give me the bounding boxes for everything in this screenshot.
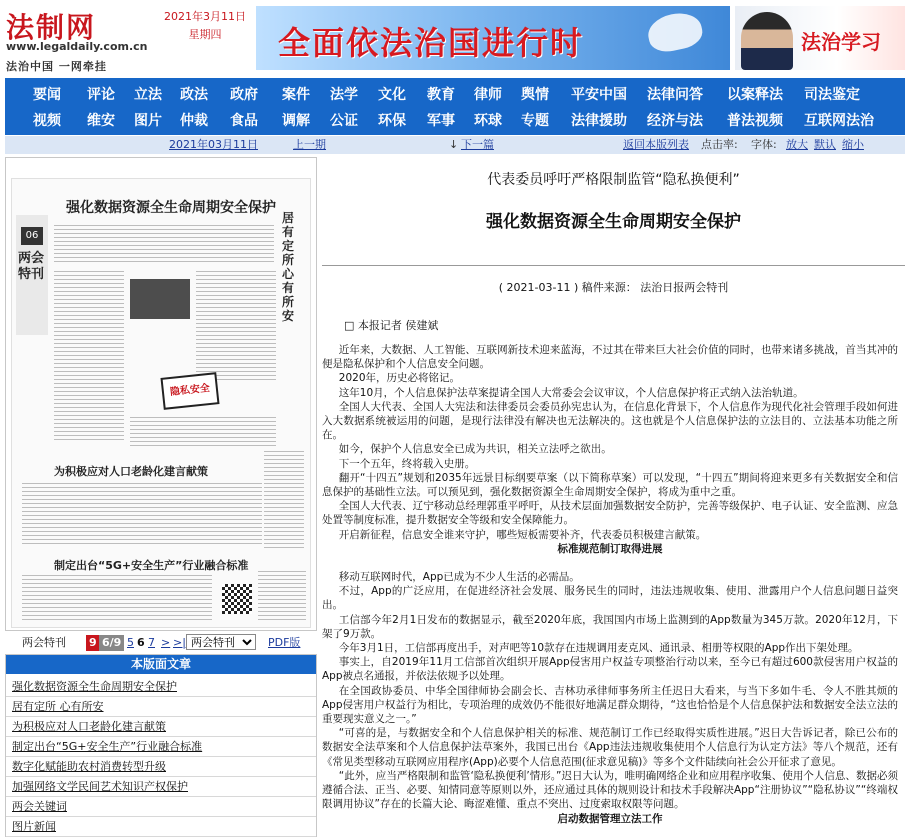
article-body (322, 343, 898, 826)
nav-item[interactable]: 军事 (427, 113, 455, 129)
main-banner-text: 全面依法治国进行时 (278, 24, 585, 62)
nav-row-2 (5, 108, 905, 134)
pager-next[interactable]: > (161, 636, 171, 649)
thumb-headline: 强化数据资源全生命周期安全保护 (66, 200, 276, 216)
article (322, 157, 905, 837)
section-select[interactable] (186, 634, 256, 650)
page-pager (5, 635, 317, 651)
nav-item[interactable]: 案件 (282, 87, 310, 103)
thumb-section-name: 两会特刊 (18, 251, 45, 282)
title-divider (322, 265, 905, 266)
pager-last[interactable]: >| (173, 636, 186, 649)
thumb-story-2: 为积极应对人口老龄化建言献策 (54, 465, 208, 478)
nav-item[interactable]: 政法 (180, 87, 208, 103)
article-paragraph: 不过，App的广泛应用，在促进经济社会发展、服务民生的同时，违法违规收集、使用、泄露用户个人信息问题日益突出。 (322, 585, 898, 612)
main-banner[interactable] (256, 6, 730, 70)
article-subtitle: 代表委员呼吁严格限制监管“隐私换便利” (487, 172, 740, 188)
article-meta: ( 2021-03-11 ) 稿件来源： 法治日报两会特刊 (498, 281, 729, 294)
article-list-item[interactable]: 强化数据资源全生命周期安全保护 (12, 680, 177, 693)
nav-item[interactable]: 仲裁 (180, 113, 208, 129)
article-list-item[interactable]: 两会关键词 (12, 800, 67, 813)
article-paragraph: 翻开“十四五”规划和2035年远景目标纲要草案（以下简称草案）可以发现，“十四五”期间将迎来更多有关数据安全和信息保护的基础性立法。可以预见到，强化数据资源全生命周期安全保护，将成为重中之重。 (322, 471, 898, 499)
back-to-list-link[interactable]: 返回本版列表 (623, 138, 689, 151)
article-list-item[interactable]: 加强网络文学民间艺术知识产权保护 (12, 780, 188, 793)
thumb-side-title: 居有定所 心有所安 (282, 211, 295, 323)
thumb-text-block (196, 271, 276, 381)
logo-url: www.legaldaily.com.cn (6, 40, 148, 53)
side-banner[interactable] (735, 6, 905, 70)
nav-item[interactable]: 环保 (378, 113, 406, 129)
thumb-text-block (22, 575, 212, 623)
issue-weekday: 星期四 (188, 28, 222, 41)
article-list-item[interactable]: 数字化赋能助农村消费转型升级 (12, 760, 166, 773)
article-list-item[interactable]: 制定出台“5G+安全生产”行业融合标准 (12, 740, 203, 753)
thumb-text-block (22, 483, 262, 547)
nav-item[interactable]: 评论 (87, 87, 115, 103)
article-list-item[interactable]: 居有定所 心有所安 (12, 700, 104, 713)
site-logo[interactable] (6, 6, 156, 72)
article-list-item[interactable]: 为积极应对人口老龄化建言献策 (12, 720, 166, 733)
nav-item[interactable]: 律师 (474, 87, 502, 103)
nav-item[interactable]: 法律援助 (571, 113, 627, 129)
thumb-text-block (264, 451, 304, 551)
issue-date-link[interactable]: 2021年03月11日 (169, 138, 258, 151)
pager-current-badge: 9 (86, 635, 100, 651)
nav-item[interactable]: 食品 (230, 113, 258, 129)
article-paragraph: 开启新征程，信息安全谁来守护，哪些短板需要补齐，代表委员积极建言献策。 (338, 528, 707, 541)
issue-date (160, 8, 250, 44)
dove-icon (645, 9, 705, 55)
issue-date-text: 2021年3月11日 (164, 10, 246, 23)
nav-item[interactable]: 法律问答 (647, 87, 703, 103)
nav-item[interactable]: 调解 (282, 113, 310, 129)
nav-item[interactable]: 公证 (330, 113, 358, 129)
pager-page-count: 6/9 (99, 635, 124, 651)
article-paragraph: 下一个五年，终将载入史册。 (338, 457, 476, 470)
nav-item[interactable]: 教育 (427, 87, 455, 103)
article-paragraph: 全国人大代表、全国人大宪法和法律委员会委员孙宪忠认为，在信息化背景下，个人信息作为现代化社会管理手段如何进入大数据系统被运用的问题，是现行法律没有解决也无法解决的。这也就是个人信息保护法的立法目的、立法基本功能之所在。 (322, 400, 898, 442)
nav-item[interactable]: 专题 (521, 113, 549, 129)
site-header (0, 0, 910, 76)
portrait-image (741, 12, 793, 70)
thumb-text-block (130, 417, 276, 447)
prev-issue-link[interactable]: 上一期 (293, 138, 326, 151)
font-size-label: 字体: (751, 138, 777, 151)
article-paragraph: 事实上，自2019年11月工信部首次组织开展App侵害用户权益专项整治行动以来，至今已有超过600款侵害用户权益的App被点名通报，并依法依规予以处理。 (322, 656, 898, 683)
nav-item[interactable]: 立法 (134, 87, 162, 103)
pdf-link[interactable]: PDF版 (268, 636, 301, 649)
article-paragraph: 如今，保护个人信息安全已成为共识，相关立法呼之欲出。 (338, 443, 612, 456)
article-paragraph: 2020年，历史必将铭记。 (338, 372, 461, 385)
logo-slogan: 法治中国 一网牵挂 (6, 60, 107, 73)
main-nav (5, 78, 905, 135)
article-list-title: 本版面文章 (6, 655, 316, 674)
nav-item[interactable]: 司法鉴定 (804, 87, 860, 103)
article-paragraph: 工信部今年2月1日发布的数据显示，截至2020年底，我国国内市场上监测到的App数量为345万款。2020年12月，下架了9万款。 (322, 613, 898, 640)
nav-item[interactable]: 法学 (330, 87, 358, 103)
article-paragraph: 全国人大代表、辽宁移动总经理郭重平呼吁，从技术层面加强数据安全防护，完善等级保护、电子认证、安全监测、应急处置等制度标准，提升数据安全等级和安全保障能力。 (322, 500, 898, 527)
article-title: 强化数据资源全生命周期安全保护 (486, 212, 741, 232)
nav-item[interactable]: 视频 (33, 113, 61, 129)
nav-item[interactable]: 互联网法治 (804, 113, 874, 129)
qr-code-icon (222, 584, 252, 614)
article-paragraph: 移动互联网时代，App已成为不少人生活的必需品。 (338, 571, 580, 584)
page-article-list (5, 654, 317, 837)
font-bigger-link[interactable]: 放大 (786, 138, 808, 151)
thumb-page-number: 06 (21, 227, 43, 245)
article-paragraph: “此外，应当严格限制和监管‘隐私换便利’情形。”迟日大认为，唯明确网络企业和应用程序收集、使用个人信息、数据必须遵循合法、正当、必要、知情同意等原则以外，还应通过具体的规则设计和技术手段解决App“注册协议”“隐私协议”“终端权限调用协议”存在的长篇大论、晦涩难懂、重点不突出、过度索取权限等问题。 (322, 769, 898, 811)
font-default-link[interactable]: 默认 (814, 138, 836, 151)
pager-page-6: 6 (137, 636, 145, 649)
article-subheading: 启动数据管理立法工作 (557, 812, 663, 825)
nav-item[interactable]: 政府 (230, 87, 258, 103)
nav-item[interactable]: 以案释法 (727, 87, 783, 103)
thumb-sticker: 隐私安全 (160, 372, 219, 410)
nav-item[interactable]: 普法视频 (727, 113, 783, 129)
issue-toolbar (5, 136, 905, 154)
pager-section: 两会特刊 (22, 636, 66, 649)
side-banner-text: 法治学习 (801, 30, 881, 54)
article-author: □ 本报记者 侯建斌 (344, 319, 439, 332)
nav-row-1 (5, 82, 905, 108)
article-paragraph: 在全国政协委员、中华全国律师协会副会长、吉林功承律师事务所主任迟日大看来，与当下多如牛毛、令人不胜其烦的App侵害用户权益行为相比，专项治理的成效仍不能很好地满足群众期待，“这也恰恰是个人信息保护法和数据安全法立法的重要现实意义之一。” (322, 684, 898, 726)
article-list-item[interactable]: 图片新闻 (12, 820, 56, 833)
nav-item[interactable]: 经济与法 (647, 113, 703, 129)
newspaper-page-thumbnail[interactable] (5, 157, 317, 631)
article-subheading: 标准规范制订取得进展 (557, 542, 663, 555)
nav-item[interactable]: 文化 (378, 87, 406, 103)
newspaper-page (11, 178, 311, 628)
nav-item[interactable]: 维安 (87, 113, 115, 129)
pager-page-7[interactable]: 7 (148, 636, 155, 649)
nav-item[interactable]: 图片 (134, 113, 162, 129)
thumb-story-3: 制定出台“5G+安全生产”行业融合标准 (54, 559, 249, 572)
left-column (5, 157, 317, 837)
nav-item[interactable]: 环球 (474, 113, 502, 129)
nav-item[interactable]: 平安中国 (571, 87, 627, 103)
nav-item[interactable]: 舆情 (521, 87, 549, 103)
font-smaller-link[interactable]: 缩小 (842, 138, 864, 151)
article-paragraph: 今年3月1日，工信部再度出手，对声吧等10款存在违规调用麦克风、通讯录、相册等权限的App作出下架处理。 (338, 642, 859, 655)
thumb-text-block (54, 225, 274, 265)
article-paragraph: 这年10月，个人信息保护法草案提请全国人大常委会会议审议，个人信息保护将正式纳入法治轨道。 (338, 386, 804, 399)
next-arrow-icon: ↓ (449, 138, 459, 151)
logo-text: 法制网 (6, 11, 97, 44)
thumb-photo (130, 279, 190, 319)
article-paragraph: “可喜的是，与数据安全和个人信息保护相关的标准、规范制订工作已经取得实质性进展。”迟日大告诉记者，除已公布的数据安全法草案和个人信息保护法草案外，我国已出台《App违法违规收集使用个人信息行为认定方法》等八个规范，还有《常见类型移动互联网应用程序(App)必要个人信息范围(征求意见稿)》等多个文件陆续向社会公开征求了意见。 (322, 727, 898, 768)
article-paragraph: 近年来，大数据、人工智能、互联网新技术迎来蓝海，不过其在带来巨大社会价值的同时，也带来诸多挑战，首当其冲的便是隐私保护和个人信息安全问题。 (322, 344, 898, 371)
thumb-text-block (54, 271, 124, 441)
clicks-label: 点击率: (701, 138, 738, 151)
next-article-link[interactable]: 下一篇 (461, 138, 494, 151)
nav-item[interactable]: 要闻 (33, 87, 61, 103)
pager-page-5[interactable]: 5 (127, 636, 134, 649)
thumb-text-block (258, 571, 306, 623)
